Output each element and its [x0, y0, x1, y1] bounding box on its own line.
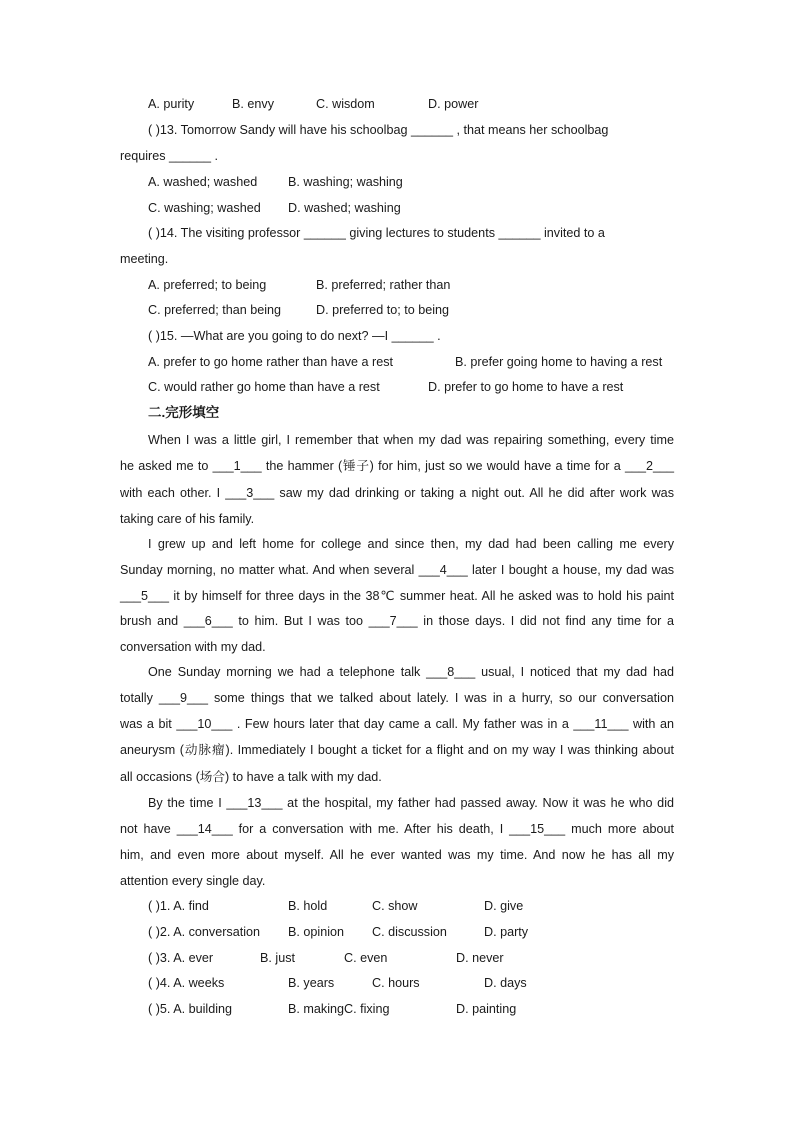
cloze-question-1-c: C. show: [372, 899, 418, 913]
passage-line: When I was a little girl, I remember that when my dad was repairing something, every time: [148, 433, 674, 447]
cloze-question-1: ( )1. A. find: [148, 899, 209, 913]
passage-line: I grew up and left home for college and since then, my dad had been calling me every: [148, 537, 674, 551]
q14-option-c: C. preferred; than being: [148, 303, 282, 317]
passage-line: conversation with my dad.: [120, 640, 266, 654]
question-13-stem-cont: requires ______ .: [120, 149, 219, 163]
option-d: D. power: [428, 97, 479, 111]
passage-line: was a bit ___10___ . Few hours later that day came a call. My father was in a ___11___ with an: [120, 717, 674, 731]
question-15-stem: ( )15. —What are you going to do next? —I ______ .: [148, 329, 441, 343]
question-14-stem-cont: meeting.: [120, 252, 169, 266]
q13-option-c: C. washing; washed: [148, 201, 261, 215]
passage-line: Sunday morning, no matter what. And when several ___4___ later I bought a house, my dad was: [120, 563, 674, 577]
passage-line: brush and ___6___ to him. But I was too ___7___ in those days. I did not find any time for a: [120, 614, 674, 628]
passage-line: not have ___14___ for a conversation with me. After his death, I ___15___ much more about: [120, 822, 674, 836]
cloze-question-3-d: D. never: [456, 951, 504, 965]
q15-option-b: B. prefer going home to having a rest: [455, 355, 663, 369]
option-a: A. purity: [148, 97, 195, 111]
cloze-question-1-b: B. hold: [288, 899, 328, 913]
passage-line: ___5___ it by himself for three days in the 38℃ summer heat. All he asked was to hold his paint: [120, 589, 674, 603]
q14-option-a: A. preferred; to being: [148, 278, 267, 292]
q15-option-d: D. prefer to go home to have a rest: [428, 380, 624, 394]
q14-option-d: D. preferred to; to being: [316, 303, 450, 317]
passage-line: him, and even more about myself. All he ever wanted was my time. And now he has all my: [120, 848, 674, 862]
cloze-question-3-b: B. just: [260, 951, 295, 965]
passage-line: By the time I ___13___ at the hospital, my father had passed away. Now it was he who did: [148, 796, 674, 810]
q13-option-d: D. washed; washing: [288, 201, 401, 215]
cloze-question-2: ( )2. A. conversation: [148, 925, 260, 939]
option-b: B. envy: [232, 97, 274, 111]
passage-line: taking care of his family.: [120, 512, 255, 526]
question-14-stem: ( )14. The visiting professor ______ giving lectures to students ______ invited to a: [148, 226, 605, 240]
passage-line: attention every single day.: [120, 874, 266, 888]
q13-option-a: A. washed; washed: [148, 175, 258, 189]
cloze-question-5-d: D. painting: [456, 1002, 517, 1016]
cloze-question-3: ( )3. A. ever: [148, 951, 214, 965]
cloze-question-4: ( )4. A. weeks: [148, 976, 225, 990]
cloze-question-2-b: B. opinion: [288, 925, 345, 939]
cloze-question-2-d: D. party: [484, 925, 529, 939]
cloze-question-4-b: B. years: [288, 976, 335, 990]
q15-option-a: A. prefer to go home rather than have a rest: [148, 355, 394, 369]
cloze-question-5-b: B. makingC. fixing: [288, 1002, 390, 1016]
q13-option-b: B. washing; washing: [288, 175, 403, 189]
cloze-question-3-c: C. even: [344, 951, 388, 965]
question-13-stem: ( )13. Tomorrow Sandy will have his schoolbag ______ , that means her schoolbag: [148, 123, 609, 137]
q15-option-c: C. would rather go home than have a rest: [148, 380, 380, 394]
passage-line: One Sunday morning we had a telephone talk ___8___ usual, I noticed that my dad had: [148, 665, 674, 679]
section-heading: 二.完形填空: [148, 405, 220, 420]
passage-line: he asked me to ___1___ the hammer (锤子) for him, just so we would have a time for a ___2___: [120, 459, 674, 473]
cloze-question-2-c: C. discussion: [372, 925, 447, 939]
passage-line: all occasions (场合) to have a talk with my dad.: [120, 770, 382, 784]
passage-line: with each other. I ___3___ saw my dad drinking or taking a night out. All he did after work was: [120, 486, 674, 500]
q14-option-b: B. preferred; rather than: [316, 278, 451, 292]
cloze-question-4-c: C. hours: [372, 976, 420, 990]
passage-line: totally ___9___ some things that we talked about lately. I was in a hurry, so our conversation: [120, 691, 674, 705]
option-c: C. wisdom: [316, 97, 375, 111]
cloze-question-4-d: D. days: [484, 976, 527, 990]
cloze-question-1-d: D. give: [484, 899, 524, 913]
cloze-question-5: ( )5. A. building: [148, 1002, 233, 1016]
passage-line: aneurysm (动脉瘤). Immediately I bought a ticket for a flight and on my way I was thinking about: [120, 743, 674, 757]
